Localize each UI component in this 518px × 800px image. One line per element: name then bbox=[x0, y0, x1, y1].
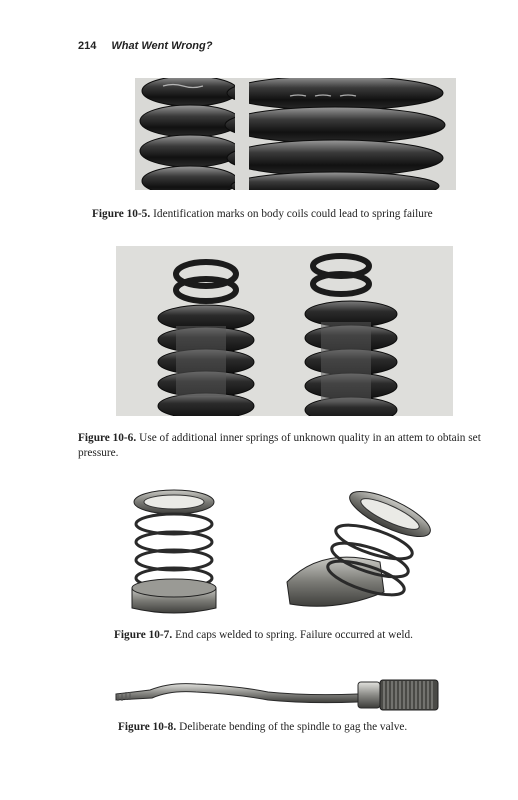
figure-caption-text: Use of additional inner springs of unknown quality in an attem to obtain set pressure. bbox=[78, 432, 481, 459]
figure-10-7-caption bbox=[114, 628, 494, 643]
figure-label: Figure 10-7. bbox=[114, 629, 173, 641]
running-header bbox=[78, 40, 212, 52]
figure-caption-text: Deliberate bending of the spindle to gag the valve. bbox=[179, 721, 408, 733]
figure-10-7-photo bbox=[122, 484, 440, 620]
page-number: 214 bbox=[78, 40, 97, 52]
running-title: What Went Wrong? bbox=[111, 40, 213, 52]
figure-10-5-photo bbox=[135, 78, 456, 190]
figure-label: Figure 10-5. bbox=[92, 208, 151, 220]
figure-10-6-photo bbox=[116, 246, 453, 416]
figure-10-6-caption bbox=[78, 431, 484, 460]
figure-10-5-caption bbox=[92, 207, 492, 222]
figure-10-8-caption bbox=[118, 720, 478, 735]
figure-label: Figure 10-6. bbox=[78, 432, 137, 444]
figure-caption-text: End caps welded to spring. Failure occurred at weld. bbox=[175, 629, 413, 641]
figure-label: Figure 10-8. bbox=[118, 721, 177, 733]
figure-caption-text: Identification marks on body coils could lead to spring failure bbox=[153, 208, 433, 220]
figure-10-8-photo bbox=[108, 672, 444, 716]
